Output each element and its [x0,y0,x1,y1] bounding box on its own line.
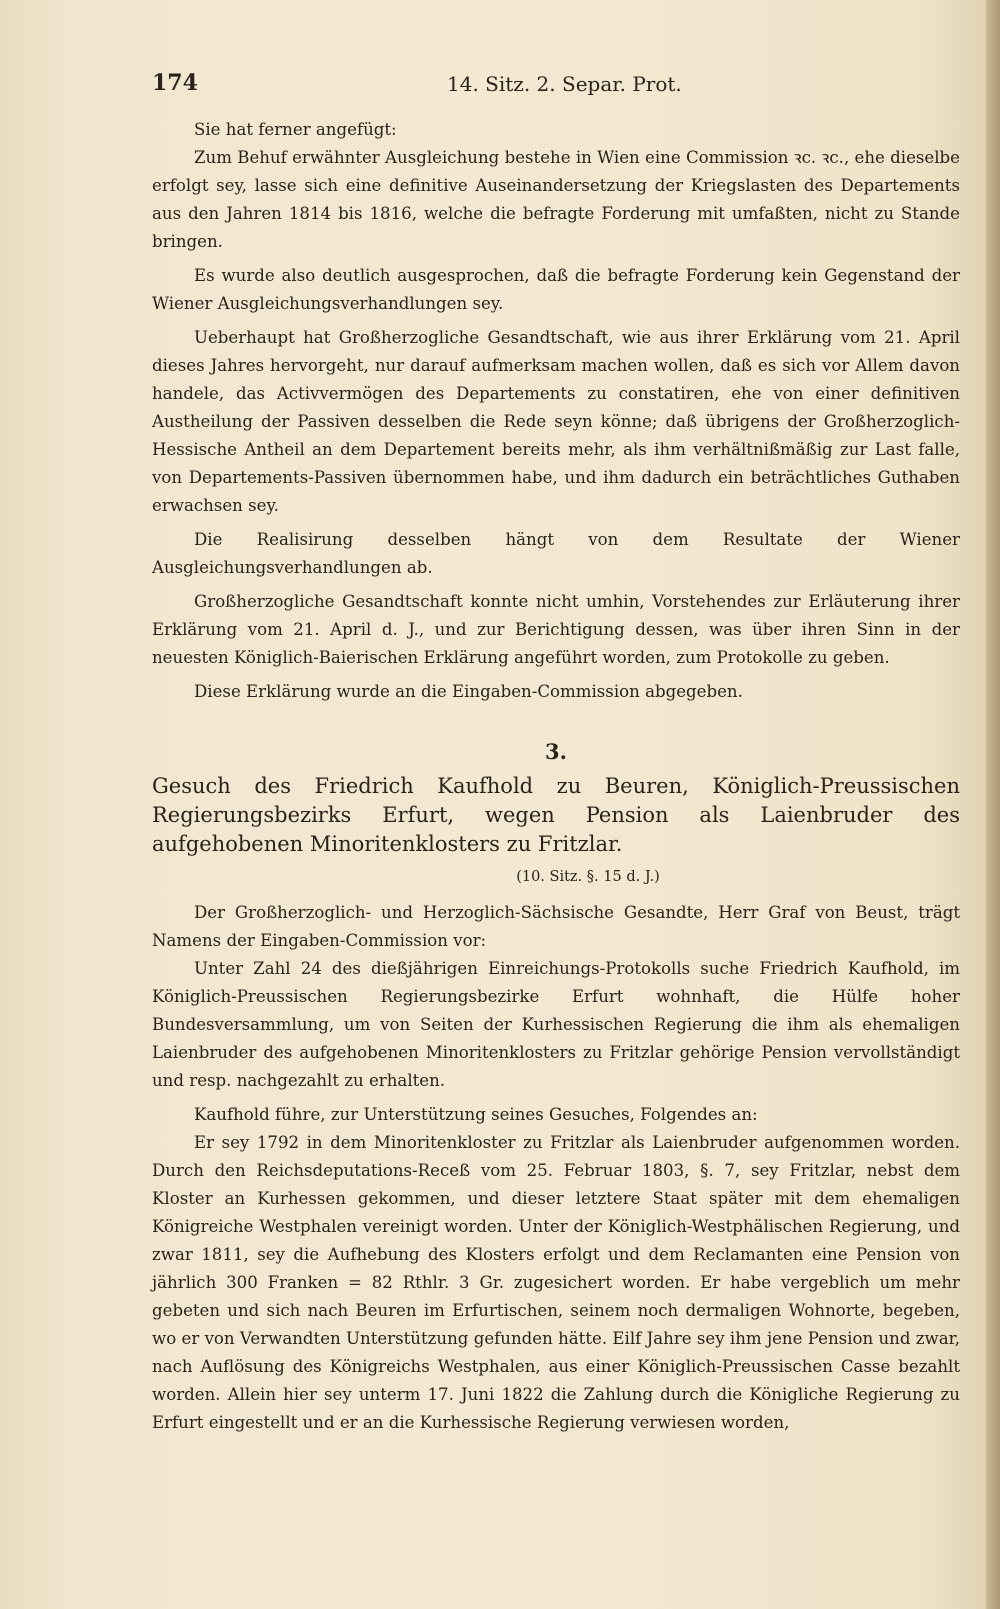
running-head: 14. Sitz. 2. Separ. Prot. [447,72,682,96]
paragraph: Sie hat ferner angefügt: [194,120,397,139]
paragraph: Ueberhaupt hat Großherzogliche Gesandtschaft, wie aus ihrer Erklärung vom 21. April dieses Jahres hervorgeht, nur darauf aufmerksam machen wollen, daß es sich vor Allem davon handele, das Activvermögen des Departements zu constatiren, ehe von einer definitiven Austheilung der Passiven desselben die Rede seyn könne; daß übrigens der Großherzoglich-Hessische Antheil an dem Departement bereits mehr, als ihm verhältnißmäßig zur Last falle, von Departements-Passiven übernommen habe, und ihm dadurch ein beträchtliches Guthaben erwachsen sey. [152,328,960,515]
section-number: 3. [545,739,567,764]
paragraph: Kaufhold führe, zur Unterstützung seines Gesuches, Folgendes an: [194,1105,758,1124]
page-header [152,70,942,106]
section-reference: (10. Sitz. §. 15 d. J.) [516,869,660,885]
paragraph: Er sey 1792 in dem Minoritenkloster zu Fritzlar als Laienbruder aufgenommen worden. Durch den Reichsdeputations-Receß vom 25. Februar 1803, §. 7, sey Fritzlar, nebst dem Kloster an Kurhessen gekommen, und dieser letztere Staat später mit dem ehemaligen Königreiche Westphalen vereinigt worden. Unter der Königlich-Westphälischen Regierung, und zwar 1811, sey die Aufhebung des Klosters erfolgt und dem Reclamanten eine Pension von jährlich 300 Franken = 82 Rthlr. 3 Gr. zugesichert worden. Er habe vergeblich um mehr gebeten und sich nach Beuren im Erfurtischen, seinem noch dermaligen Wohnorte, begeben, wo er von Verwandten Unterstützung gefunden hätte. Eilf Jahre sey ihm jene Pension und zwar, nach Auflösung des Königreichs Westphalen, aus einer Königlich-Preussischen Casse bezahlt worden. Allein hier sey unterm 17. Juni 1822 die Zahlung durch die Königliche Regierung zu Erfurt eingestellt und er an die Kurhessische Regierung verwiesen worden, [152,1133,960,1432]
body-text [152,116,960,1437]
paragraph: Unter Zahl 24 des dießjährigen Einreichungs-Protokolls suche Friedrich Kaufhold, im Königlich-Preussischen Regierungsbezirke Erfurt wohnhaft, die Hülfe hoher Bundesversammlung, um von Seiten der Kurhessischen Regierung die ihm als ehemaligen Laienbruder des aufgehobenen Minoritenklosters zu Fritzlar gehörige Pension vervollständigt und resp. nachgezahlt zu erhalten. [152,959,960,1090]
section-title: Gesuch des Friedrich Kaufhold zu Beuren, Königlich-Preussischen Regierungsbezirks Erfurt, wegen Pension als Laienbruder des aufgehobenen Minoritenklosters zu Fritzlar. [152,774,960,856]
paragraph: Die Realisirung desselben hängt von dem Resultate der Wiener Ausgleichungsverhandlungen ab. [152,530,960,577]
page-number: 174 [152,70,198,96]
paragraph: Diese Erklärung wurde an die Eingaben-Commission abgegeben. [194,682,743,701]
paragraph: Der Großherzoglich- und Herzoglich-Sächsische Gesandte, Herr Graf von Beust, trägt Namens der Eingaben-Commission vor: [152,903,960,950]
paragraph: Großherzogliche Gesandtschaft konnte nicht umhin, Vorstehendes zur Erläuterung ihrer Erklärung vom 21. April d. J., und zur Berichtigung dessen, was über ihren Sinn in der neuesten Königlich-Baierischen Erklärung angeführt worden, zum Protokolle zu geben. [152,592,960,667]
paragraph: Es wurde also deutlich ausgesprochen, daß die befragte Forderung kein Gegenstand der Wiener Ausgleichungsverhandlungen sey. [152,266,960,313]
page-edge [986,0,1000,1609]
paragraph: Zum Behuf erwähnter Ausgleichung bestehe in Wien eine Commission ꝛc. ꝛc., ehe dieselbe erfolgt sey, lasse sich eine definitive Auseinandersetzung der Kriegslasten des Departements aus den Jahren 1814 bis 1816, welche die befragte Forderung mit umfaßten, nicht zu Stande bringen. [152,148,960,251]
